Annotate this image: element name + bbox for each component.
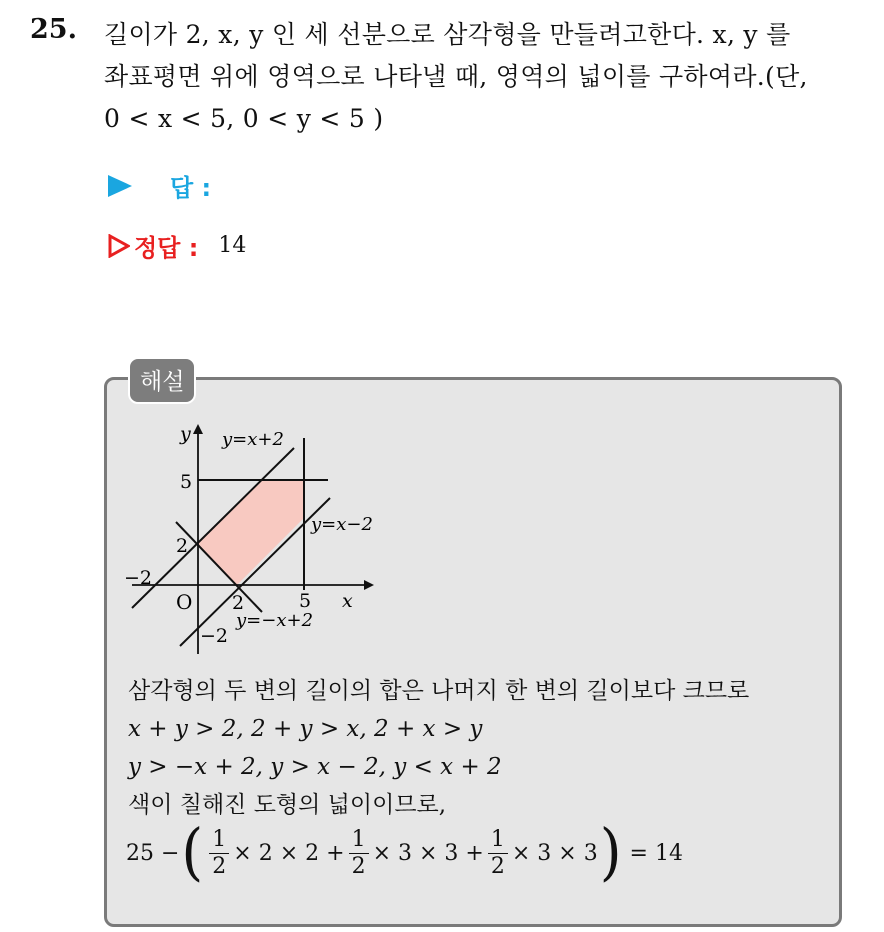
line1-label: y=x+2 [222, 429, 284, 450]
formula-term: × 2 × 2 + [233, 840, 345, 866]
correct-answer-label: 정답 : [134, 234, 199, 262]
explanation-line: 색이 칠해진 도형의 넓이이므로, [128, 792, 447, 818]
explanation-line: y > −x + 2, y > x − 2, y < x + 2 [128, 754, 502, 780]
left-paren: ( [181, 816, 204, 889]
question-line: 좌표평면 위에 영역으로 나타낼 때, 영역의 넓이를 구하여라.(단, [104, 62, 808, 91]
tick-x-neg2: −2 [124, 567, 153, 589]
user-answer-label: 답 : [170, 174, 212, 202]
area-formula [126, 816, 689, 889]
explanation-line: x + y > 2, 2 + y > x, 2 + x > y [128, 716, 483, 742]
fraction-denominator: 2 [490, 853, 505, 879]
tick-y-5: 5 [180, 471, 193, 493]
formula-lead: 25 − [126, 840, 180, 866]
x-axis-label: x [342, 590, 353, 612]
line2-label: y=x−2 [311, 514, 373, 535]
user-answer-row [108, 168, 211, 203]
outline-arrow-icon [108, 234, 130, 258]
question-number: 25. [30, 14, 77, 45]
tick-y-neg2: −2 [200, 625, 229, 647]
solution-tag: 해설 [128, 357, 196, 404]
tick-x-2: 2 [232, 592, 245, 614]
explanation-line: 삼각형의 두 변의 길이의 합은 나머지 한 변의 길이보다 크므로 [128, 678, 750, 704]
tick-y-2: 2 [176, 535, 189, 557]
y-axis-label: y [180, 423, 191, 445]
fraction-denominator: 2 [351, 853, 366, 879]
fraction [488, 827, 508, 880]
solution-explanation [128, 672, 749, 824]
fraction-numerator: 1 [488, 827, 508, 854]
question-line: 0 < x < 5, 0 < y < 5 ) [104, 104, 384, 133]
formula-term: × 3 × 3 + [372, 840, 484, 866]
play-arrow-icon [108, 175, 132, 197]
fraction [209, 827, 229, 880]
tick-x-5: 5 [299, 590, 312, 612]
fraction-denominator: 2 [212, 853, 227, 879]
origin-label: O [176, 590, 193, 614]
question-text [104, 14, 874, 140]
region-graph [118, 418, 388, 658]
fraction-numerator: 1 [209, 827, 229, 854]
right-paren: ) [599, 816, 622, 889]
y-axis-arrow [193, 424, 203, 434]
question-line: 길이가 2, x, y 인 세 선분으로 삼각형을 만들려고한다. x, y 를 [104, 20, 791, 49]
correct-answer-row [108, 228, 246, 263]
fraction-numerator: 1 [349, 827, 369, 854]
line3-label: y=−x+2 [236, 610, 314, 631]
shaded-region [198, 480, 304, 585]
correct-answer-value: 14 [218, 233, 247, 258]
formula-result: = 14 [629, 840, 683, 866]
fraction [349, 827, 369, 880]
x-axis-arrow [364, 580, 374, 590]
formula-term: × 3 × 3 [511, 840, 598, 866]
